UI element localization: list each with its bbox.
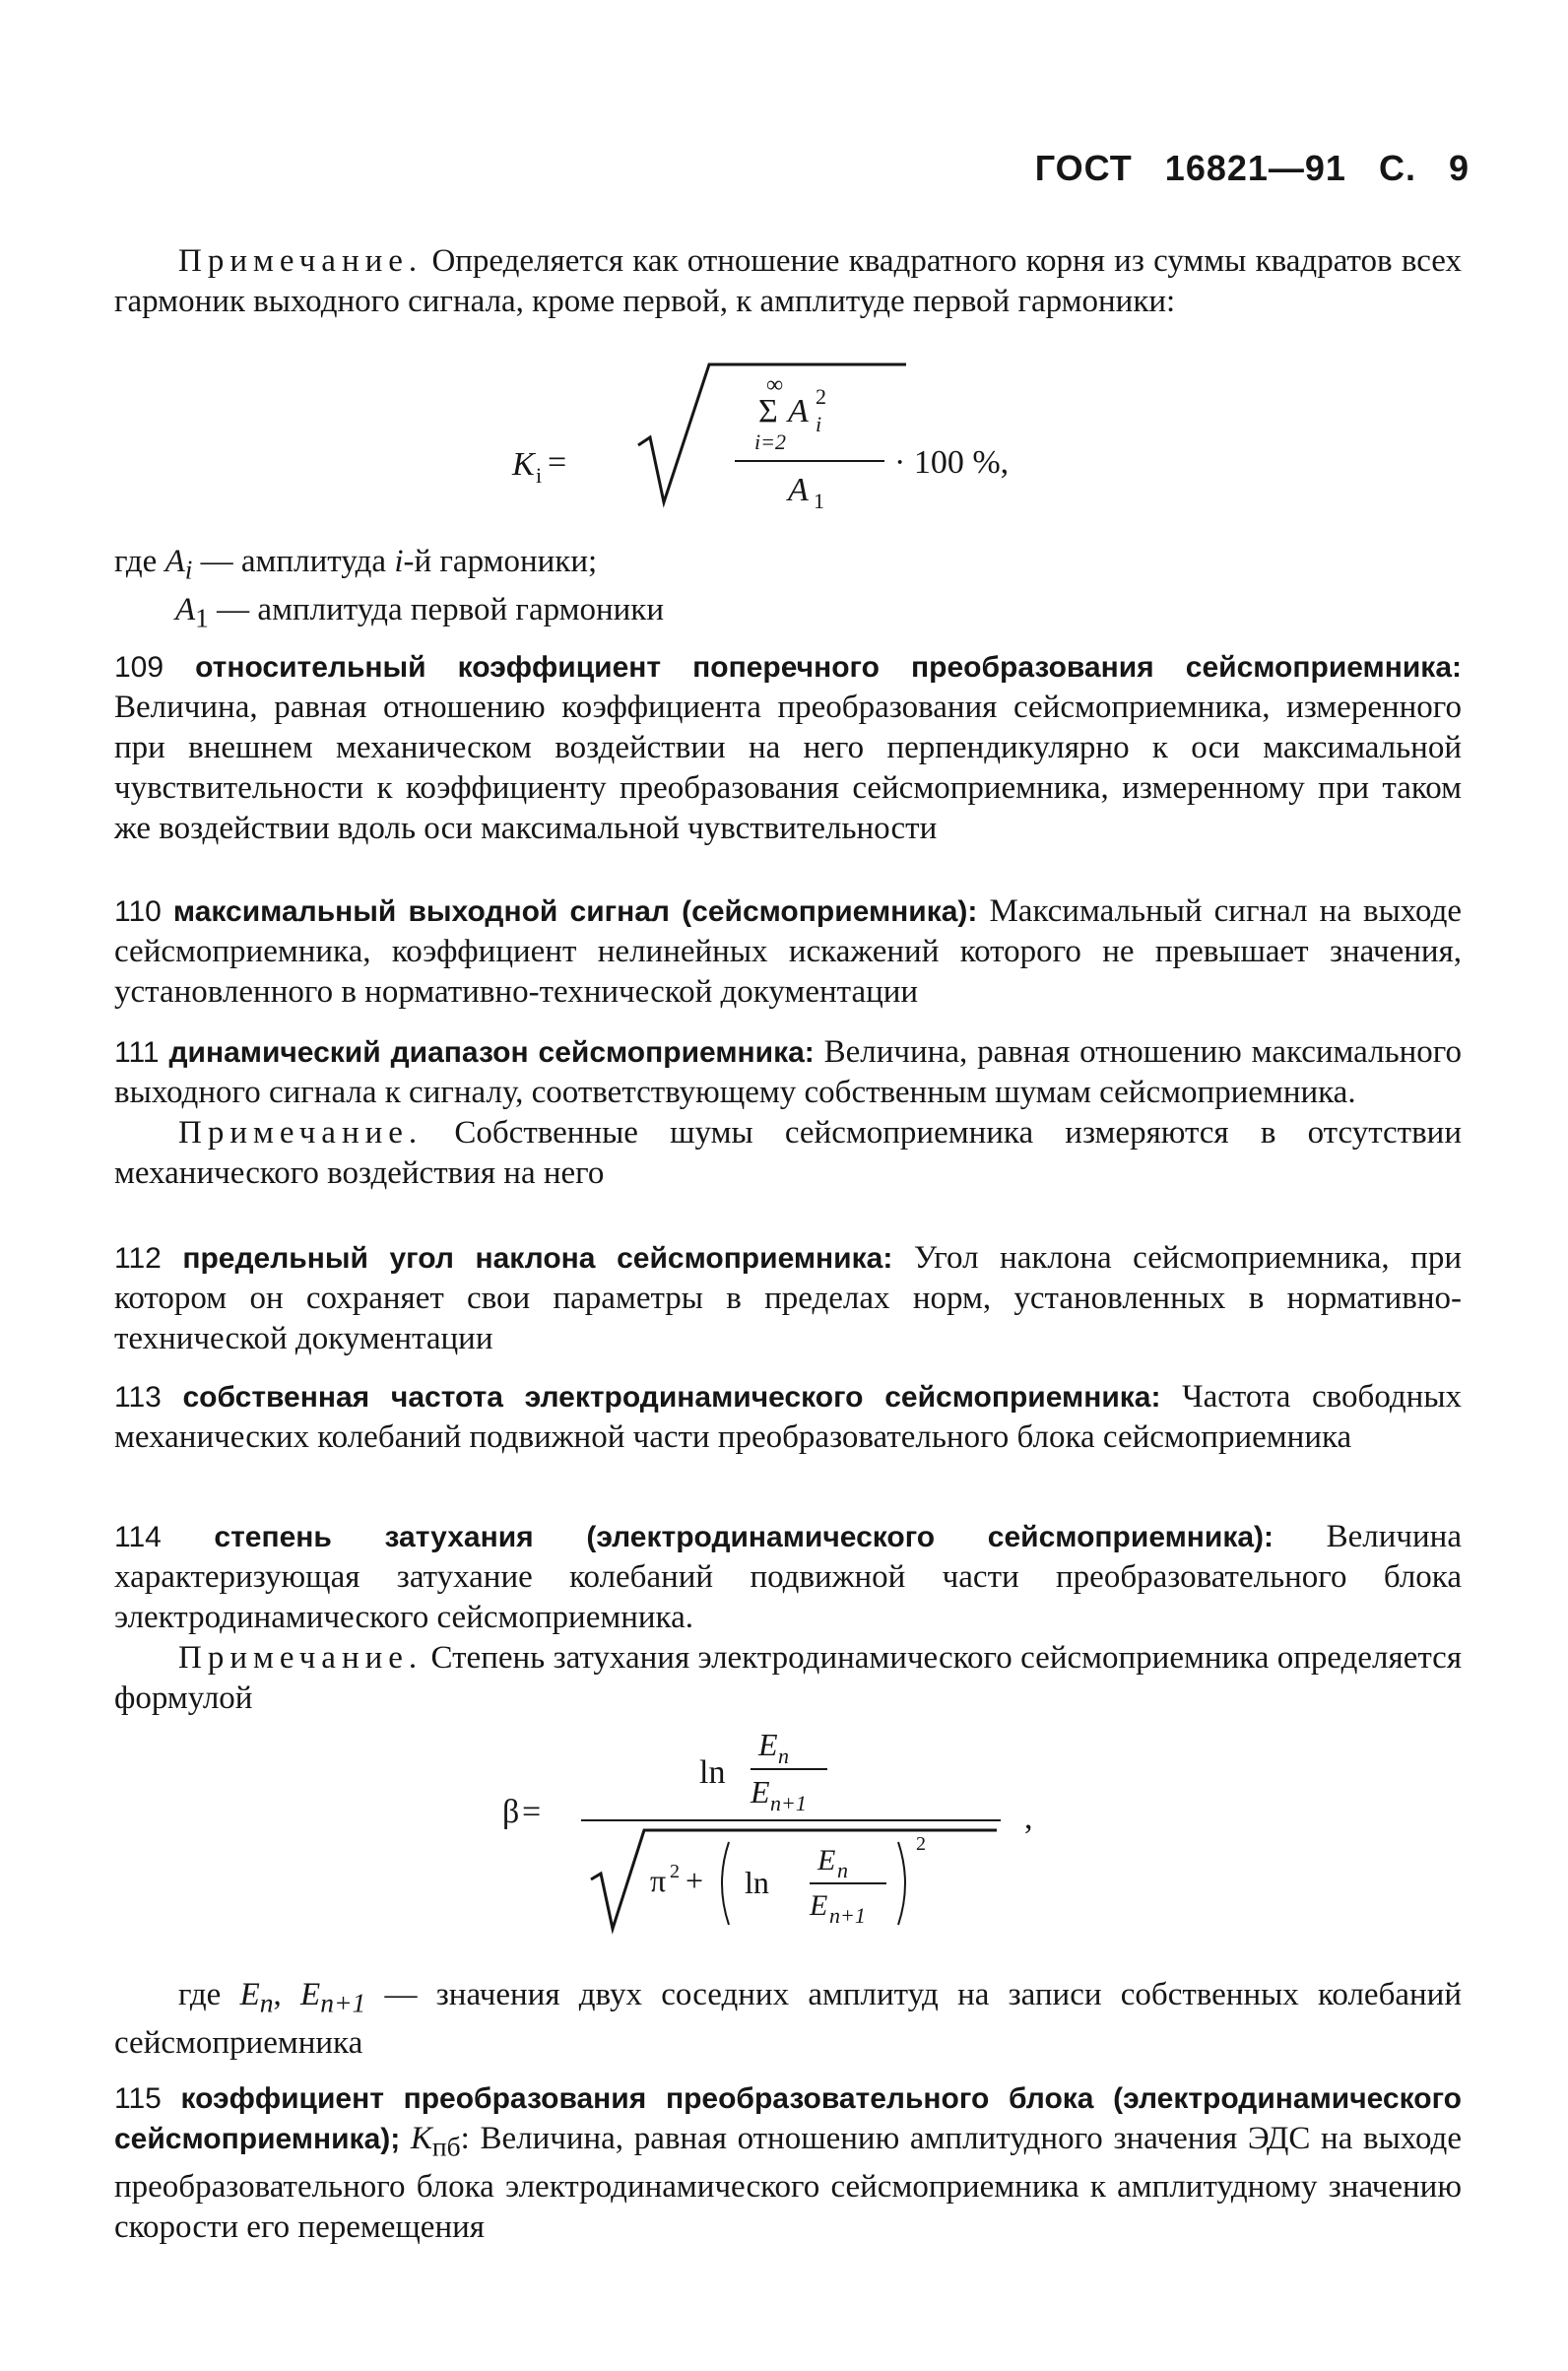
svg-text:2: 2 xyxy=(670,1861,680,1882)
svg-text:2: 2 xyxy=(916,1833,926,1855)
svg-text:+: + xyxy=(686,1863,704,1898)
svg-text:n+1: n+1 xyxy=(829,1903,866,1928)
svg-text:E: E xyxy=(758,1727,778,1762)
svg-text:A: A xyxy=(788,472,809,508)
svg-text:i=2: i=2 xyxy=(754,429,786,454)
svg-text:1: 1 xyxy=(814,489,824,513)
standard-label: ГОСТ xyxy=(1034,148,1133,188)
svg-text:n: n xyxy=(778,1744,789,1768)
formula-lhs-sub: i xyxy=(536,463,543,488)
svg-text:,: , xyxy=(1024,1800,1033,1836)
svg-text:2: 2 xyxy=(816,384,826,409)
svg-text:∞: ∞ xyxy=(766,372,784,398)
note-harmonics xyxy=(114,241,1462,322)
formula-lhs: K xyxy=(512,446,535,483)
formula-eq: = xyxy=(548,444,567,481)
term-113: 113 собственная частота электродинамического сейсмоприемника: Частота свободных механических колебаний подвижной части преобразовательного блока сейсмоприемника xyxy=(114,1379,1462,1455)
svg-text:Σ: Σ xyxy=(758,393,778,429)
page-number: С. 9 xyxy=(1378,148,1470,188)
page-header xyxy=(1035,148,1470,189)
term-115: 115 коэффициент преобразования преобразовательного блока (электродинамического сейсмоприемника); $K_{пб}$: Величина, равная отношению амплитудного значения ЭДС на выходе преобразовательного блока электродинамического сейсмоприемника к амплитудному значению скорости его перемещения xyxy=(114,2082,1462,2245)
where-damping: где $E_n$, $E_{n+1}$ — значения двух соседних амплитуд на записи собственных колебаний сейсмоприемника xyxy=(114,1977,1462,2061)
svg-text:n: n xyxy=(837,1858,848,1882)
svg-text:i: i xyxy=(816,412,822,436)
harmonic-distortion-formula xyxy=(492,355,1123,522)
svg-text:ln: ln xyxy=(699,1754,726,1791)
svg-text:=: = xyxy=(522,1794,542,1830)
svg-text:n+1: n+1 xyxy=(770,1791,807,1815)
svg-text:E: E xyxy=(751,1774,770,1810)
note-label: Примечание. xyxy=(178,243,424,279)
damping-formula xyxy=(492,1714,1083,1941)
term-110: 110 максимальный выходной сигнал (сейсмоприемника): Максимальный сигнал на выходе сейсмоприемника, коэффициент нелинейных искажений которого не превышает значения, установленного в нормативно-технической документации xyxy=(114,893,1463,1010)
svg-text:E: E xyxy=(810,1889,828,1922)
svg-text:ln: ln xyxy=(745,1865,769,1900)
note-text: Определяется как отношение квадратного корня из суммы квадратов всех гармоник выходного сигнала, кроме первой, к амплитуде первой гармоники: xyxy=(114,243,1462,319)
where-harmonics: где $A_i$ — амплитуда i-й гармоники; $A_1$ — амплитуда первой гармоники xyxy=(114,544,664,633)
term-114: 114 степень затухания (электродинамического сейсмоприемника): Величина характеризующая затухание колебаний подвижной части преобразовательного блока электродинамического сейсмоприемника. Примечание. Степень затухания электродинамического сейсмоприемника определяется формулой xyxy=(114,1519,1462,1716)
term-112: 112 предельный угол наклона сейсмоприемника: Угол наклона сейсмоприемника, при котором он сохраняет свои параметры в пределах норм, установленных в нормативно-технической документации xyxy=(114,1240,1462,1356)
term-109: 109 относительный коэффициент поперечного преобразования сейсмоприемника: Величина, равная отношению коэффициента преобразования сейсмоприемника, измеренного при внешнем механическом воздействии на него перпендикулярно к оси максимальной чувствительности к коэффициенту преобразования сейсмоприемника, измеренному при таком же воздействии вдоль оси максимальной чувствительности xyxy=(114,651,1463,846)
svg-text:β: β xyxy=(502,1794,520,1830)
svg-text:· 100 %,: · 100 %, xyxy=(894,444,1010,481)
svg-text:E: E xyxy=(817,1844,836,1877)
term-111: 111 динамический диапазон сейсмоприемника: Величина, равная отношению максимального выходного сигнала к сигналу, соответствующему собственным шумам сейсмоприемника. Примечание. Собственные шумы сейсмоприемника измеряются в отсутствии механического воздействия на него xyxy=(114,1034,1462,1191)
svg-text:π: π xyxy=(650,1863,667,1898)
svg-text:A: A xyxy=(788,393,809,429)
standard-number: 16821—91 xyxy=(1164,148,1346,188)
